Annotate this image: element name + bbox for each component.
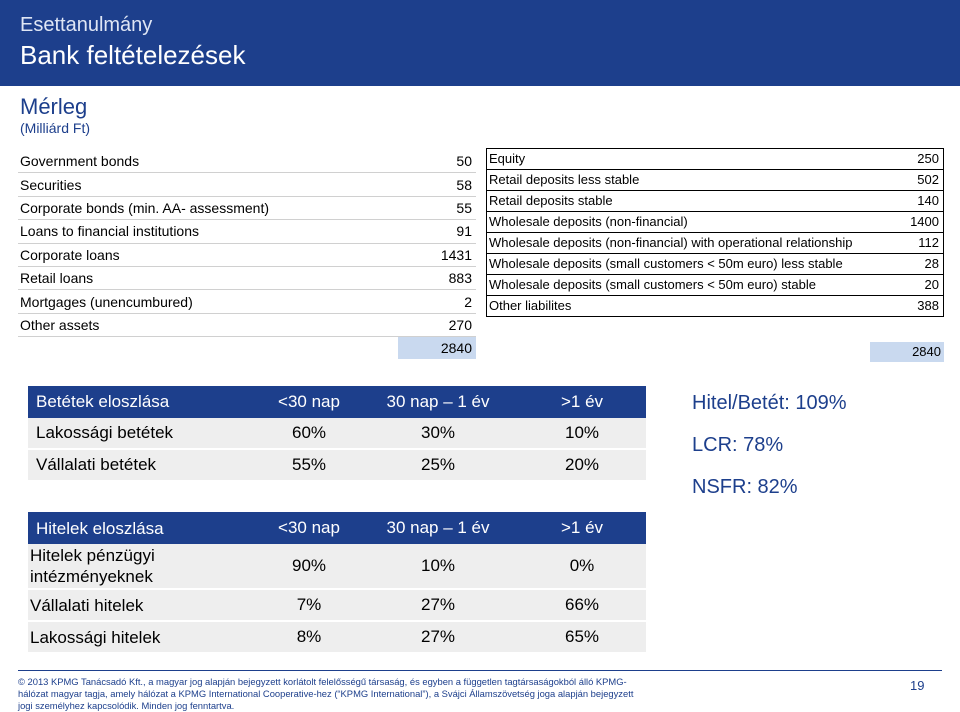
liability-label: Wholesale deposits (non-financial) with operational relationship — [489, 235, 853, 250]
asset-label: Loans to financial institutions — [20, 223, 199, 240]
table-row — [28, 418, 646, 450]
liability-row — [487, 191, 943, 212]
liability-value: 502 — [917, 172, 939, 187]
liability-label: Other liabilites — [489, 298, 572, 313]
asset-row — [18, 244, 476, 267]
header-cell: 30 nap – 1 év — [386, 392, 490, 411]
key-ratios — [692, 392, 847, 518]
header-bar — [0, 0, 960, 86]
liability-value: 388 — [917, 298, 939, 313]
cell: 27% — [420, 627, 456, 646]
row-label: Vállalati betétek — [36, 455, 157, 474]
cell: 27% — [420, 595, 456, 614]
cell: 66% — [564, 595, 600, 614]
header-cell: <30 nap — [278, 392, 340, 411]
table-row — [28, 450, 646, 482]
liability-row — [487, 275, 943, 296]
liability-row — [487, 233, 943, 254]
row-label: Vállalati hitelek — [30, 595, 144, 615]
liabilities-total: 2840 — [870, 342, 944, 362]
liability-value: 1400 — [910, 214, 939, 229]
cell: 10% — [564, 423, 600, 442]
asset-value: 91 — [456, 223, 472, 240]
asset-row — [18, 267, 476, 290]
cell: 25% — [420, 455, 456, 474]
header-title: Bank feltételezések — [20, 40, 246, 70]
cell: 60% — [291, 423, 327, 442]
asset-row — [18, 314, 476, 337]
asset-value: 270 — [448, 316, 472, 333]
cell: 90% — [291, 556, 327, 575]
liability-value: 250 — [917, 151, 939, 166]
table-row — [28, 544, 646, 590]
header-cell: >1 év — [560, 518, 604, 537]
header-cell: 30 nap – 1 év — [386, 518, 490, 537]
liabilities-table — [486, 148, 944, 317]
liability-row — [487, 149, 943, 170]
section-title: Mérleg — [20, 94, 88, 119]
cell: 55% — [291, 455, 327, 474]
liability-value: 28 — [924, 256, 939, 271]
table-header — [28, 386, 646, 418]
footer-legal-text: © 2013 KPMG Tanácsadó Kft., a magyar jog alapján bejegyzett korlátolt felelősségű társaság, és egyben a független tagtársaságokból álló KPMG-hálózat magyar tagja, amely hálózat a KPMG International Cooperative-hez (“KPMG International”), a Svájci Államszövetség joga alapján bejegyzett jogi személyhez kapcsolódik. Minden jog fenntartva. — [18, 676, 634, 711]
cell: 30% — [420, 423, 456, 442]
cell: 7% — [296, 595, 322, 614]
header-cell: Hitelek eloszlása — [36, 518, 164, 538]
liability-label: Retail deposits stable — [489, 193, 613, 208]
liability-row — [487, 296, 943, 316]
asset-label: Government bonds — [20, 153, 140, 170]
asset-value: 883 — [448, 270, 472, 287]
liability-value: 20 — [924, 277, 939, 292]
asset-label: Securities — [20, 176, 82, 193]
row-label: Lakossági hitelek — [30, 627, 161, 647]
cell: 8% — [296, 627, 322, 646]
liability-value: 112 — [918, 235, 939, 250]
liability-label: Retail deposits less stable — [489, 172, 640, 187]
asset-value: 50 — [456, 153, 472, 170]
asset-row — [18, 173, 476, 196]
asset-value: 55 — [456, 199, 472, 216]
cell: 10% — [420, 556, 456, 575]
liability-row — [487, 212, 943, 233]
deposit-distribution-table — [28, 386, 646, 482]
cell: 20% — [564, 455, 600, 474]
assets-table — [18, 150, 476, 359]
asset-label: Corporate bonds (min. AA- assessment) — [20, 199, 269, 216]
table-row — [28, 590, 646, 622]
row-label: Hitelek pénzügyi intézményeknek — [30, 546, 155, 586]
liability-label: Wholesale deposits (non-financial) — [489, 214, 688, 229]
asset-row — [18, 197, 476, 220]
assets-total: 2840 — [398, 337, 476, 359]
liability-label: Wholesale deposits (small customers < 50m euro) less stable — [489, 256, 843, 271]
asset-label: Mortgages (unencumbured) — [20, 293, 193, 310]
asset-row — [18, 290, 476, 313]
section-subtitle: (Milliárd Ft) — [20, 120, 90, 136]
footer-divider — [18, 670, 942, 671]
table-row — [28, 622, 646, 654]
row-label: Lakossági betétek — [36, 423, 174, 442]
liability-label: Equity — [489, 151, 526, 166]
loan-to-deposit-ratio: Hitel/Betét: 109% — [692, 392, 847, 414]
lcr-ratio: LCR: 78% — [692, 434, 784, 456]
asset-label: Corporate loans — [20, 246, 120, 263]
asset-label: Other assets — [20, 316, 100, 333]
cell: 65% — [564, 627, 600, 646]
asset-row — [18, 150, 476, 173]
nsfr-ratio: NSFR: 82% — [692, 476, 798, 498]
loan-distribution-table — [28, 512, 646, 654]
page-number: 19 — [910, 678, 925, 693]
liability-row — [487, 254, 943, 275]
liability-value: 140 — [917, 193, 939, 208]
header-cell: >1 év — [560, 392, 604, 411]
cell: 0% — [569, 556, 595, 575]
asset-label: Retail loans — [20, 270, 94, 287]
header-cell: Betétek eloszlása — [36, 392, 170, 411]
asset-value: 1431 — [440, 246, 472, 263]
header-cell: <30 nap — [278, 518, 340, 537]
asset-value: 58 — [456, 176, 472, 193]
table-header — [28, 512, 646, 544]
asset-value: 2 — [464, 293, 472, 310]
liability-row — [487, 170, 943, 191]
asset-row — [18, 220, 476, 243]
header-subtitle: Esettanulmány — [20, 14, 153, 36]
liability-label: Wholesale deposits (small customers < 50m euro) stable — [489, 277, 816, 292]
